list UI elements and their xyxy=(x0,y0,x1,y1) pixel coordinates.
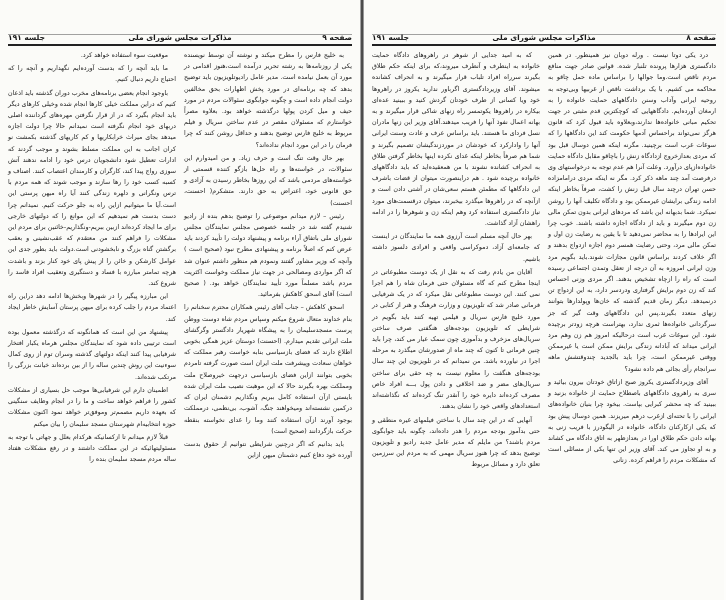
left-page-header xyxy=(8,30,352,44)
paragraph: که به امید جدایی از شوهر در راهروهای دادگاه حمایت خانواده به اینطرف و آنطرف میروند،که برای اینکه حکم طلاق بگیرند سرراه افراد تلباب قرار میگیرند و به انحراف کشانده میشوند. آقای وزیردادگستری اگرباور ندارید یکروز در راهروها خود ویا کسانی از طرف خودتان گردش کنید و ببینید عده‌ای بیکاره در راهروها یکوتمسر راه زنهای شاکی قرار میگیرند و به بهانه اعمال نفوذ آنها را فریب میدهند.آقای وزیر این زنها مادران نسل فردای ما هستند. باید براساس عرف و عادت وسنت ایرانی آنها را وادارکرد که خودشان در موردزندگیشان تصمیم بگیرند و شما هم صرفاً بخاطر اینکه غدای نکرده اینها بخاطر گرفتن طلاق به انحراف کشانده نشوند با من همعقیده‌اید که باید دادگاههای خانواده برچیده شود . هم دراینصورت میتوان از قضات باشرف این دادگاهها که مطمئن هستم سعی‌شان در آشتی دادن است و ازآنچه که در راهروها میگذرد بیخبرند، میتوان درقسمت‌های مورد نیاز دادگستری استفاده کرد وهم اینکه زن و شوهرها را در ادامه راهشان آزاد گذاشت. xyxy=(372,52,540,228)
right-page-right-column xyxy=(548,50,716,469)
paragraph: درد یکی دوتا نیست . ورله دوبان نیز همینطور. در همین دادگستری هزارها پرونده تلنبار شده. قوانین صادر جهت منافع مردم ناقص است.وما جوالها را براساس ماده حمل چاقو به محاکمه می کشیم. با یک برداشت ناقص از غربیها وبی‌توجه به روحیه ایرانی وآداب وسنن دادگاههای حمایت خانواده را به ارمغان آورده‌ایم. دادگاههایی که کوچکترین قدم مثبتی در جهت تحکیم مبانی خانواده‌ها ندارند،وبعلاوه باید قبول کرد که قانون هرگز نمی‌تواند براحساس آدمها حکومت کند این دادگاهها را که سوغات غرب است برچینید. مگرنه اینکه همین دوسال قبل بود که مردی بعدازخروج ازدادگاه زنش را باچاقو مقابل دادگاه حمایت خانواده‌ازپای درآورد. وعلت آنرا هم عدم توجه به درخواستهای وی درفرصت آمد چند ماهه ذکر کرد. مگر نه اینکه مردی درامامزاده حسن تهران درچند سال قبل زنش را کشت، صرفاً بخاطر اینکه ادامه زندگی برایشان غیرممکن بود و دادگاه تکلیف آنها را روشن نمیکرد. شما بدبهانه این باشد که مردهای ایرانی بدون تمکن مالی زن دوم میگیرند و باید از دادگاه اجازه داشته باشند. خوب چرا این ایرادها را به محاضر نمی‌دهید تا با یقین به رضایت زن اول و تمکن مالی مرد، وحتی رضایت همسر دوم اجازه ازدواج بدهند و اگر خلاف کردند براساس قانون مجازات شوند.باید بگویم مرد وزن ایرانی امروزه به آن درجه از تعقل وتمدن اجتماعی رسیده است که راه را ازچاه تشخیص بدهند. اگر مردی وزنی احساس کند که زن دوم برایش گرفتاری ودردسر دارد، به این ازدواج تن درنمیدهد. دیگر زمان قدیم گذشته که خان‌ها وپولدارها بتوانند زنهای متعدد بگیرند.پس این دادگاههای وقت گیر که جز سرگردانی خانواده‌ها ثمری ندارد، بهتراست هرچه زودتر برچیده شود. این سوغات غرب است درحالیکه امروز هم زن وهم مرد ایرانی میداند که آبادانه زندگی برایش ممکن است یا غیرممکن ووقتی غیرممکن است، چرا باید بالجدید چندوقتشش ماهه سرانجام رأی بجائی هم داده نشود؟ xyxy=(547,52,716,373)
header-rule xyxy=(372,44,716,46)
header-title: مذاکرات مجلس شورای ملی xyxy=(492,32,596,42)
paragraph: آقای وزیردادگستری یکروز صبح ازاتاق خودتان بیرون بیائید و سری به راهروی دادگاههای باصطلاح حمایت از خانواده بزنید و ببینید که چه محشر کبرایی بپاست. بیخود چرا بنیان خانواده‌های ایرانی را با تحته‌ای ازغرب درهم میریزند. همین دوسال پیش بود که یکی ازکارکنان دادگاه، خانواده در الیگودرز با فریب زنی به بهانه دادن حکم طلاق اورا در بعدازظهر به اتاق دادگاه می کشاند و به او تجاوز می کند. آقای وزیر این تنها یکی از مسائلی است که مشکلات مردم را فراهم کرده. زنانی xyxy=(548,378,716,465)
paragraph: پیشنهاد من این است که همانگونه که درگذشته معمول بوده است ترتیبی داده شود که نمایندگان مجلس هرماه یکبار افتخار شرفیابی پیدا کنند اینکه دولتهای گذشته وسران توم از روی کمال سوءنیت این روش چندین ساله را از بین برده‌اند خیانت بزرگی را مرتکب شده‌اند. xyxy=(8,328,176,381)
page-number: صفحه ۹ xyxy=(322,32,352,42)
page-number: صفحه ۸ xyxy=(686,32,716,42)
right-page xyxy=(364,0,724,600)
header-rule xyxy=(8,44,352,46)
paragraph: اسحق کاهکش – جناب آقای رئیس همکاران محترم سخنانم را بنام خداوند متعال شروع میکنم وسپاس مردم شاه دوست ووطن پرست مسجدسلیمان را به پیشگاه شهریار دادگستر وگرگشای ملت ایرانی تقدیم میدارم. (احسنت) دوستان عزیز همگی بخوبی اطلاع دارند که فضای بازسیاسی بنابه خواست رهبر مملکت که خواهان سعادت وپیشرفت ملت ایران است صورت گرفته تامردم بخوبی بتوانند ازاین فضای بازسیاسی درجهت خیروصلاح ملت ومملکت بهره بگیرند حالا که این موهبت نصیب ملت ایران شده بایستی ازآن استفاده کامل ببریم ونگذاریم دشمنان ایران که درکمین نشسته‌اند ومیخواهند جنگ، آشوب، بی‌نظمی، درمملکت بوجود آورند ازآن استفاده کنند وما را غدای نخواسته بنقطه حرکت بازگردانند (صحیح است) xyxy=(184,304,352,435)
paragraph: بهر حال وقت تنگ است و حرف زیاد. و من امیدوارم این سئوالات، در خواسته‌ها و راه حل‌ها بازگو کننده قسمتی از خواسته‌های مردمی باشد که این روزها بخاطر رسیدن به آزادی و حق قانونی خود، اعتراض به حق دارند. متشکرم( احسنت، احسنت) xyxy=(184,154,352,207)
paragraph: آقایان من یادم رفت که به نقل از یک دوست مطبوعاتی در اینجا مطرح کنم که گاه مسئولان حتی فرمان شاه را هم اجرا نمی کنند. این دوست مطبوعاتی نقل میکرد که در یک شرفیابی فرمانی صادر شد که تلویزیون و وزارت فرهنگ و هنر از کتابی در مورد خلیج فارس سریال و فیلمی تهیه کنند باید بگویم در شرایطی که تلویزیون بودجه‌های هنگفتی صرف ساختن سریال‌های مزخرف و بدآموزی چون سمک عیار می کند، چرا باید چنین فرمانی تا کنون که چند ماه از صدورشان میگذرد به مرحله اجرا در نیاورده باشد. من نمیدانم که در تلویزیون این چند سال بودجه‌های هنگفت را معلوم نیست به چه حقی برای ساختن سریال‌های مضر و ضد اخلاقی و دادن پول بـــه افراد خاص مصرف کرده‌اند دایره خود را آنقدر تنگ کرده‌اند که نگذاشته‌اند استعدادهای واقعی خود را نشان بدهند. xyxy=(372,268,540,411)
paragraph: این مبارزه پیگیر را در شهرها وبخش‌ها ادامه دهد دراین راه اعتماد مردم را جلب کرده برای میهن پرستان آسایش خاطر ایجاد کند. xyxy=(8,293,176,323)
paragraph: آنهایی که در این چند سال با ساختن فیلمهای غیره منطقی و حتی بدآموز بودجه مردم را هدر داده‌اند، چگونه باید جوابگوی مردم باشند؟ من مایلم که مدیر عامل جدید رادیو و تلویزیون توضیح بدهد که چرا هنوز سریال مهمی که به مردم این سرزمین تعلق دارد و مسائل مربوط xyxy=(372,416,540,469)
right-page-left-column xyxy=(372,50,540,473)
paragraph: باید بدانیم که اگر درچنین شرایطی نتوانیم از حقوق بدست آورده خود دفاع کنیم دشمنان میهن ازاین xyxy=(184,440,352,460)
session-number: جلسه ۱۹۱ xyxy=(8,32,45,42)
right-page-header xyxy=(372,30,716,44)
paragraph: ما باید آنچه را که بدست آورده‌ایم نگهداریم و آنچه را که احتیاج داریم دنبال کنیم. xyxy=(8,65,176,84)
left-page-right-column xyxy=(184,50,352,463)
paragraph: موقعیت سوء استفاده خواهد کرد. xyxy=(80,52,168,59)
paragraph: بهر حال آنچه مسلم است آرزوی همه ما نمایندگان در اینست که جامعه‌ای آزاد، دموکراسی واقعی و افرادی دلسوز داشته باشیم. xyxy=(372,233,540,263)
paragraph: به خلیج فارس را مطرح میکند و نوشته آن توسط نویسنده یکی از روزنامه‌ها به رشته تحریر درآمده است،هنوز اقدامی در مورد آن بعمل نیامده است. مدیر عامل رادیوتلویزیون باید توضیح بدهد که چه برنامه‌ای در مورد پخش اظهارات بحق مخالفین دولت انجام داده است و چگونه جوابگوی سئوالات مردم در مورد حیف و میل کردن پولها درگذشته خواهد بود. بعلاوه مصراً خواستارم که مسئولان مقصر در عدم ساختن سریال و فیلم مربوط به خلیج فارس توضیح بدهند و حداقل روشن کنند که چرا فرمان را در این مورد انجام نداده‌اند؟ xyxy=(184,52,352,149)
session-number: جلسه ۱۹۱ xyxy=(372,32,409,42)
paragraph: باوجود انجام بعضی برنامه‌های مخرب دوران گذشته باید اذعان کنیم که دراین مملکت خیلی کارها انجام شده وخیلی کارهای دیگر باید انجام بگیرد که در از قرار نگرفتن مهره‌های گرداننده اصلی دربهای خود انجام نگرفته است نمیدانم حالا چرا دولت اجازه میدهد بجای میراث خرابکاریها و کم کاریهای گذشته بکمشت نو کران اجانب به این مملکت مسلط بشوند و موجب گردند که ادارات تعطیل شود دانشجویان درس خود را ادامه ندهند آتش سوزی رواج پیدا کند، کارگران و کارمندان اعتصاب کنند. اصناف و کسبه کسب خود را رها سازند و موجب شوند که همه مردم با ترس ونگرانی و دلهره زندگی کنند آیا راه میهن پرستی این است.آیا ما میتوانیم ازاین راه به جلو حرکت کنیم. نمیدانم چرا دست بدست هم نمیدهیم که این موانع را که دولتهای خارجی برای ما ایجاد کرده‌اند ازبین ببریم-ونگذاریم-خائنین برای مردم این مشکلات را فراهم کنند من معتقدم که عقب‌نشینی و بعقب برگشتن گناه بزرگ و نابخشودنی است.دولت باید بطور جدی این عوامل کارشکن و خائن را از پیش پای خود کنار بزند و باشدت هرچه تمامتر مبارزه با فساد و دستگیری وتعقیب افراد فاسد را شروع کند. xyxy=(8,89,176,288)
paragraph: قبلاً لازم میدانم تا ازکسانیکه هرکدام بعلل و جهاتی با توجه به مسئولیتهائیکه در این مملکت داشتند و در رفع مشکلات هفتاد ساله مردم مسجد سلیمان بنده را xyxy=(8,433,176,464)
left-page xyxy=(0,0,360,600)
header-title: مذاکرات مجلس شورای ملی xyxy=(128,32,232,42)
paragraph: اطمینان دارم این شرفیابی‌ها موجب حل بسیاری از مشکلات کشور را فراهم خواهد ساخت و ما را در انجام وظایف سنگینی که بعهده داریم مصمم‌تر وموفق‌تر خواهد نمود اکنون مشکلات حوزه انتخابیه‌ام شهرستان مسجد سلیمان را بیان میکنم xyxy=(8,386,176,428)
left-page-left-column xyxy=(8,50,176,467)
paragraph: رئیس – لازم میدانم موضوعی را توضیح بدهم بنده از رادیو شنیدم گفته شد در جلسه خصوصی مجلس نمایندگان مجلس شورای ملی باتفاق آراء برنامه و پیشنهاد دولت را تأیید کردند باید عرض کنم که اصلاً برنامه و پیشنهادی مطرح نبود (صحیح است ) وآنچه که وزیر مشاور گفتند ونمودم هم منظور داشتم عنوان شد که اگر مواردی ومصالحی در جهت نیاز مملکت وخواست اکثریت مردم باشد مسلماً مورد تأیید نمایندگان خواهد بود. ( صحیح است) آقای اسحق کاهکش بفرمائید. xyxy=(184,212,352,299)
